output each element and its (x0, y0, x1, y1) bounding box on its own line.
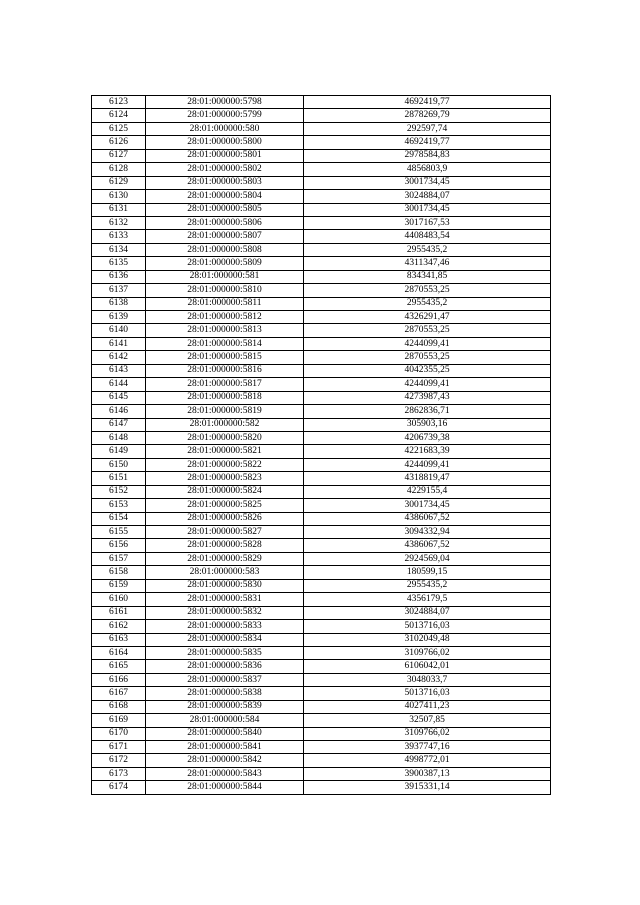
row-number-cell: 6142 (92, 351, 146, 364)
row-number-cell: 6166 (92, 673, 146, 686)
cadastral-number-cell: 28:01:000000:5832 (146, 606, 304, 619)
cadastral-number-cell: 28:01:000000:5839 (146, 700, 304, 713)
cadastral-number-cell: 28:01:000000:5821 (146, 445, 304, 458)
row-number-cell: 6169 (92, 714, 146, 727)
row-number-cell: 6159 (92, 579, 146, 592)
table-row (92, 391, 551, 404)
cadastral-number-cell: 28:01:000000:5808 (146, 243, 304, 256)
cadastral-number-cell: 28:01:000000:5815 (146, 351, 304, 364)
cadastral-value-cell: 4244099,41 (304, 458, 551, 471)
cadastral-number-cell: 28:01:000000:5817 (146, 378, 304, 391)
row-number-cell: 6126 (92, 136, 146, 149)
cadastral-number-cell: 28:01:000000:5835 (146, 646, 304, 659)
cadastral-number-cell: 28:01:000000:5800 (146, 136, 304, 149)
cadastral-number-cell: 28:01:000000:5814 (146, 337, 304, 350)
table-row (92, 203, 551, 216)
row-number-cell: 6171 (92, 741, 146, 754)
cadastral-number-cell: 28:01:000000:5804 (146, 190, 304, 203)
cadastral-value-cell: 4221683,39 (304, 445, 551, 458)
table-row (92, 485, 551, 498)
row-number-cell: 6164 (92, 646, 146, 659)
cadastral-value-cell: 3094332,94 (304, 526, 551, 539)
table-row (92, 620, 551, 633)
cadastral-value-cell: 5013716,03 (304, 687, 551, 700)
cadastral-number-cell: 28:01:000000:5827 (146, 526, 304, 539)
row-number-cell: 6155 (92, 526, 146, 539)
cadastral-value-cell: 2878269,79 (304, 109, 551, 122)
cadastral-value-cell: 5013716,03 (304, 620, 551, 633)
table-row (92, 767, 551, 780)
table-body (92, 96, 551, 795)
table-row (92, 405, 551, 418)
table-row (92, 781, 551, 794)
table-row (92, 270, 551, 283)
table-row (92, 122, 551, 135)
cadastral-value-cell: 4408483,54 (304, 230, 551, 243)
cadastral-value-cell: 2955435,2 (304, 579, 551, 592)
cadastral-number-cell: 28:01:000000:5803 (146, 176, 304, 189)
table-row (92, 633, 551, 646)
cadastral-number-cell: 28:01:000000:5837 (146, 673, 304, 686)
row-number-cell: 6152 (92, 485, 146, 498)
row-number-cell: 6172 (92, 754, 146, 767)
cadastral-value-cell: 4273987,43 (304, 391, 551, 404)
row-number-cell: 6125 (92, 122, 146, 135)
row-number-cell: 6156 (92, 539, 146, 552)
cadastral-value-cell: 4998772,01 (304, 754, 551, 767)
cadastral-number-cell: 28:01:000000:581 (146, 270, 304, 283)
row-number-cell: 6127 (92, 149, 146, 162)
cadastral-value-cell: 2955435,2 (304, 297, 551, 310)
row-number-cell: 6148 (92, 431, 146, 444)
table-row (92, 754, 551, 767)
cadastral-number-cell: 28:01:000000:580 (146, 122, 304, 135)
cadastral-value-cell: 4244099,41 (304, 337, 551, 350)
cadastral-value-cell: 6106042,01 (304, 660, 551, 673)
row-number-cell: 6150 (92, 458, 146, 471)
cadastral-number-cell: 28:01:000000:5807 (146, 230, 304, 243)
cadastral-number-cell: 28:01:000000:5825 (146, 499, 304, 512)
cadastral-number-cell: 28:01:000000:5802 (146, 163, 304, 176)
cadastral-number-cell: 28:01:000000:5833 (146, 620, 304, 633)
row-number-cell: 6130 (92, 190, 146, 203)
cadastral-value-cell: 2955435,2 (304, 243, 551, 256)
row-number-cell: 6141 (92, 337, 146, 350)
cadastral-value-cell: 4318819,47 (304, 472, 551, 485)
cadastral-value-cell: 4229155,4 (304, 485, 551, 498)
cadastral-number-cell: 28:01:000000:5818 (146, 391, 304, 404)
row-number-cell: 6133 (92, 230, 146, 243)
cadastral-number-cell: 28:01:000000:5805 (146, 203, 304, 216)
table-row (92, 445, 551, 458)
table-row (92, 660, 551, 673)
cadastral-value-cell: 4386067,52 (304, 539, 551, 552)
table-row (92, 646, 551, 659)
table-row (92, 230, 551, 243)
cadastral-value-cell: 180599,15 (304, 566, 551, 579)
cadastral-number-cell: 28:01:000000:583 (146, 566, 304, 579)
cadastral-number-cell: 28:01:000000:5823 (146, 472, 304, 485)
table-row (92, 458, 551, 471)
cadastral-number-cell: 28:01:000000:5836 (146, 660, 304, 673)
cadastral-number-cell: 28:01:000000:5820 (146, 431, 304, 444)
row-number-cell: 6124 (92, 109, 146, 122)
cadastral-number-cell: 28:01:000000:5843 (146, 767, 304, 780)
row-number-cell: 6174 (92, 781, 146, 794)
row-number-cell: 6167 (92, 687, 146, 700)
row-number-cell: 6137 (92, 284, 146, 297)
cadastral-value-cell: 3900387,13 (304, 767, 551, 780)
table-row (92, 149, 551, 162)
cadastral-value-cell: 32507,85 (304, 714, 551, 727)
row-number-cell: 6144 (92, 378, 146, 391)
cadastral-number-cell: 28:01:000000:5829 (146, 552, 304, 565)
cadastral-number-cell: 28:01:000000:5801 (146, 149, 304, 162)
cadastral-number-cell: 28:01:000000:5838 (146, 687, 304, 700)
table-row (92, 512, 551, 525)
cadastral-value-cell: 3017167,53 (304, 216, 551, 229)
row-number-cell: 6157 (92, 552, 146, 565)
row-number-cell: 6132 (92, 216, 146, 229)
cadastral-number-cell: 28:01:000000:5822 (146, 458, 304, 471)
cadastral-value-cell: 3102049,48 (304, 633, 551, 646)
table-row (92, 552, 551, 565)
row-number-cell: 6123 (92, 96, 146, 109)
row-number-cell: 6134 (92, 243, 146, 256)
row-number-cell: 6160 (92, 593, 146, 606)
cadastral-number-cell: 28:01:000000:5806 (146, 216, 304, 229)
row-number-cell: 6138 (92, 297, 146, 310)
table-row (92, 472, 551, 485)
row-number-cell: 6151 (92, 472, 146, 485)
table-row (92, 700, 551, 713)
table-row (92, 741, 551, 754)
cadastral-value-cell: 4206739,38 (304, 431, 551, 444)
row-number-cell: 6161 (92, 606, 146, 619)
row-number-cell: 6165 (92, 660, 146, 673)
cadastral-number-cell: 28:01:000000:5826 (146, 512, 304, 525)
table-row (92, 526, 551, 539)
row-number-cell: 6149 (92, 445, 146, 458)
cadastral-number-cell: 28:01:000000:5812 (146, 311, 304, 324)
row-number-cell: 6129 (92, 176, 146, 189)
row-number-cell: 6162 (92, 620, 146, 633)
table-row (92, 579, 551, 592)
cadastral-value-cell: 3048033,7 (304, 673, 551, 686)
cadastral-number-cell: 28:01:000000:5828 (146, 539, 304, 552)
cadastral-value-cell: 2862836,71 (304, 405, 551, 418)
table-row (92, 190, 551, 203)
row-number-cell: 6135 (92, 257, 146, 270)
table-row (92, 109, 551, 122)
table-row (92, 727, 551, 740)
cadastral-number-cell: 28:01:000000:5840 (146, 727, 304, 740)
row-number-cell: 6143 (92, 364, 146, 377)
cadastral-value-cell: 4856803,9 (304, 163, 551, 176)
cadastral-value-cell: 2870553,25 (304, 351, 551, 364)
cadastral-number-cell: 28:01:000000:5819 (146, 405, 304, 418)
cadastral-value-cell: 2978584,83 (304, 149, 551, 162)
table-row (92, 337, 551, 350)
table-row (92, 163, 551, 176)
cadastral-number-cell: 28:01:000000:5830 (146, 579, 304, 592)
table-row (92, 136, 551, 149)
cadastral-value-cell: 305903,16 (304, 418, 551, 431)
cadastral-number-cell: 28:01:000000:5844 (146, 781, 304, 794)
cadastral-number-cell: 28:01:000000:5834 (146, 633, 304, 646)
row-number-cell: 6139 (92, 311, 146, 324)
table-row (92, 284, 551, 297)
cadastral-value-cell: 3001734,45 (304, 499, 551, 512)
table-row (92, 714, 551, 727)
row-number-cell: 6163 (92, 633, 146, 646)
cadastral-value-cell: 4386067,52 (304, 512, 551, 525)
cadastral-value-cell: 3024884,07 (304, 190, 551, 203)
table-row (92, 431, 551, 444)
table-row (92, 216, 551, 229)
row-number-cell: 6128 (92, 163, 146, 176)
row-number-cell: 6154 (92, 512, 146, 525)
cadastral-value-cell: 4027411,23 (304, 700, 551, 713)
table-row (92, 257, 551, 270)
row-number-cell: 6158 (92, 566, 146, 579)
cadastral-value-cell: 4326291,47 (304, 311, 551, 324)
table-row (92, 96, 551, 109)
table-row (92, 324, 551, 337)
cadastral-value-table (91, 95, 551, 795)
table-row (92, 176, 551, 189)
cadastral-number-cell: 28:01:000000:5798 (146, 96, 304, 109)
cadastral-value-cell: 834341,85 (304, 270, 551, 283)
cadastral-number-cell: 28:01:000000:5841 (146, 741, 304, 754)
row-number-cell: 6153 (92, 499, 146, 512)
table-row (92, 673, 551, 686)
table-row (92, 539, 551, 552)
table-row (92, 364, 551, 377)
cadastral-value-cell: 3109766,02 (304, 646, 551, 659)
cadastral-number-cell: 28:01:000000:5809 (146, 257, 304, 270)
cadastral-value-cell: 4692419,77 (304, 136, 551, 149)
cadastral-value-cell: 3109766,02 (304, 727, 551, 740)
row-number-cell: 6168 (92, 700, 146, 713)
cadastral-number-cell: 28:01:000000:5811 (146, 297, 304, 310)
cadastral-number-cell: 28:01:000000:5842 (146, 754, 304, 767)
table-row (92, 566, 551, 579)
cadastral-value-cell: 4356179,5 (304, 593, 551, 606)
cadastral-value-cell: 2870553,25 (304, 324, 551, 337)
row-number-cell: 6136 (92, 270, 146, 283)
cadastral-value-cell: 2870553,25 (304, 284, 551, 297)
table-row (92, 378, 551, 391)
row-number-cell: 6173 (92, 767, 146, 780)
cadastral-number-cell: 28:01:000000:5824 (146, 485, 304, 498)
row-number-cell: 6131 (92, 203, 146, 216)
table-row (92, 593, 551, 606)
cadastral-value-cell: 292597,74 (304, 122, 551, 135)
cadastral-number-cell: 28:01:000000:5799 (146, 109, 304, 122)
row-number-cell: 6145 (92, 391, 146, 404)
cadastral-number-cell: 28:01:000000:582 (146, 418, 304, 431)
table-row (92, 297, 551, 310)
cadastral-number-cell: 28:01:000000:5813 (146, 324, 304, 337)
row-number-cell: 6170 (92, 727, 146, 740)
cadastral-value-cell: 4244099,41 (304, 378, 551, 391)
cadastral-value-cell: 3024884,07 (304, 606, 551, 619)
cadastral-number-cell: 28:01:000000:5810 (146, 284, 304, 297)
cadastral-number-cell: 28:01:000000:5816 (146, 364, 304, 377)
table-row (92, 687, 551, 700)
row-number-cell: 6146 (92, 405, 146, 418)
table-row (92, 606, 551, 619)
cadastral-number-cell: 28:01:000000:584 (146, 714, 304, 727)
cadastral-number-cell: 28:01:000000:5831 (146, 593, 304, 606)
table-row (92, 499, 551, 512)
cadastral-value-cell: 3915331,14 (304, 781, 551, 794)
table-row (92, 418, 551, 431)
table-row (92, 311, 551, 324)
cadastral-value-cell: 3937747,16 (304, 741, 551, 754)
cadastral-value-cell: 4692419,77 (304, 96, 551, 109)
row-number-cell: 6147 (92, 418, 146, 431)
cadastral-value-cell: 4042355,25 (304, 364, 551, 377)
row-number-cell: 6140 (92, 324, 146, 337)
table-row (92, 351, 551, 364)
table-row (92, 243, 551, 256)
cadastral-value-cell: 2924569,04 (304, 552, 551, 565)
cadastral-value-cell: 3001734,45 (304, 203, 551, 216)
cadastral-value-cell: 4311347,46 (304, 257, 551, 270)
cadastral-value-cell: 3001734,45 (304, 176, 551, 189)
